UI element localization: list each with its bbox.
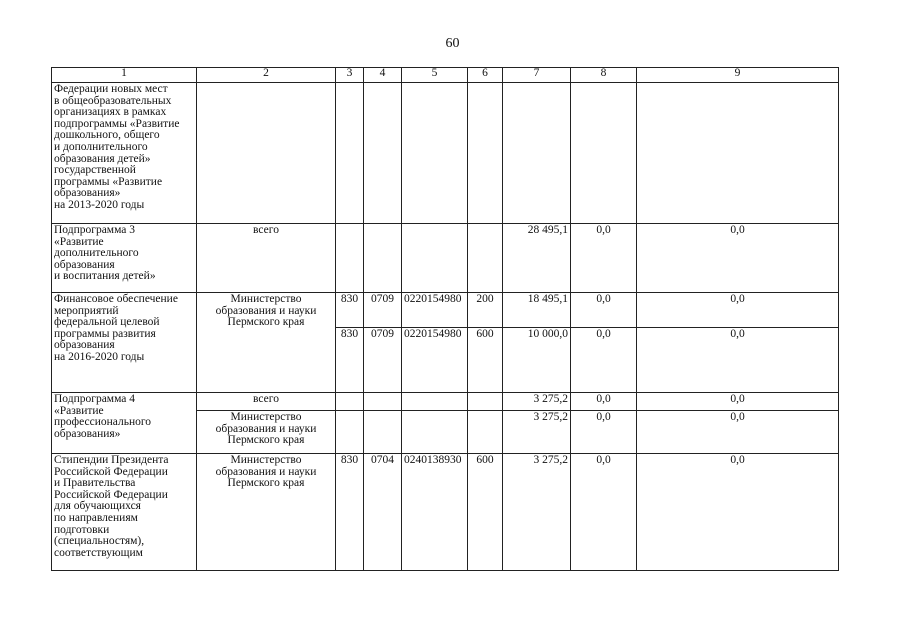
amount-cell: 0,0 (637, 224, 839, 293)
amount-cell: 18 495,1 (503, 293, 571, 328)
column-header: 5 (402, 68, 468, 83)
executor-cell: Министерство образования и науки Пермского края (197, 454, 336, 571)
empty-cell (364, 224, 402, 293)
budget-table (51, 67, 839, 571)
code-cell: 830 (336, 454, 364, 571)
column-header: 6 (468, 68, 503, 83)
empty-cell (468, 83, 503, 224)
row-name-cell: Федерации новых мест в общеобразовательных организациях в рамках подпрограммы «Развитие дошкольного, общего и дополнительного образования детей» государственной программы «Развитие образования» на 2013-2020 годы (52, 83, 197, 224)
code-cell: 0220154980 (402, 293, 468, 328)
empty-cell (402, 224, 468, 293)
column-header: 4 (364, 68, 402, 83)
row-name-cell: Подпрограмма 4 «Развитие профессионального образования» (52, 393, 197, 454)
empty-cell (402, 83, 468, 224)
amount-cell: 0,0 (571, 293, 637, 328)
executor-cell: Министерство образования и науки Пермского края (197, 293, 336, 393)
empty-cell (364, 411, 402, 454)
column-header: 2 (197, 68, 336, 83)
empty-cell (197, 83, 336, 224)
executor-cell: всего (197, 224, 336, 293)
code-cell: 600 (468, 328, 503, 393)
empty-cell (637, 83, 839, 224)
empty-cell (364, 83, 402, 224)
amount-cell: 0,0 (571, 411, 637, 454)
table-row (52, 83, 839, 224)
code-cell: 0240138930 (402, 454, 468, 571)
amount-cell: 3 275,2 (503, 393, 571, 411)
code-cell: 0709 (364, 328, 402, 393)
empty-cell (336, 393, 364, 411)
code-cell: 0220154980 (402, 328, 468, 393)
row-name-cell: Финансовое обеспечение мероприятий федеральной целевой программы развития образования на 2016-2020 годы (52, 293, 197, 393)
code-cell: 0709 (364, 293, 402, 328)
table-row (52, 454, 839, 571)
amount-cell: 0,0 (637, 454, 839, 571)
row-name-cell: Стипендии Президента Российской Федерации и Правительства Российской Федерации для обучающихся по направлениям подготовки (специальностям), соответствующим (52, 454, 197, 571)
empty-cell (336, 83, 364, 224)
code-cell: 0704 (364, 454, 402, 571)
table-row (52, 224, 839, 293)
empty-cell (468, 411, 503, 454)
amount-cell: 0,0 (637, 393, 839, 411)
amount-cell: 28 495,1 (503, 224, 571, 293)
amount-cell: 0,0 (571, 224, 637, 293)
executor-cell: всего (197, 393, 336, 411)
amount-cell: 3 275,2 (503, 454, 571, 571)
empty-cell (503, 83, 571, 224)
empty-cell (336, 411, 364, 454)
empty-cell (468, 224, 503, 293)
empty-cell (468, 393, 503, 411)
table-row (52, 293, 839, 328)
amount-cell: 0,0 (571, 393, 637, 411)
column-header: 8 (571, 68, 637, 83)
empty-cell (402, 393, 468, 411)
empty-cell (571, 83, 637, 224)
amount-cell: 0,0 (571, 454, 637, 571)
empty-cell (402, 411, 468, 454)
empty-cell (364, 393, 402, 411)
page-number: 60 (445, 36, 460, 51)
code-cell: 200 (468, 293, 503, 328)
row-name-cell: Подпрограмма 3 «Развитие дополнительного образования и воспитания детей» (52, 224, 197, 293)
amount-cell: 3 275,2 (503, 411, 571, 454)
table-row (52, 393, 839, 411)
amount-cell: 0,0 (571, 328, 637, 393)
code-cell: 600 (468, 454, 503, 571)
column-header: 9 (637, 68, 839, 83)
column-header: 3 (336, 68, 364, 83)
code-cell: 830 (336, 328, 364, 393)
column-number-row (52, 68, 839, 83)
column-header: 1 (52, 68, 197, 83)
code-cell: 830 (336, 293, 364, 328)
amount-cell: 0,0 (637, 328, 839, 393)
executor-cell: Министерство образования и науки Пермского края (197, 411, 336, 454)
amount-cell: 0,0 (637, 293, 839, 328)
amount-cell: 0,0 (637, 411, 839, 454)
empty-cell (336, 224, 364, 293)
amount-cell: 10 000,0 (503, 328, 571, 393)
column-header: 7 (503, 68, 571, 83)
